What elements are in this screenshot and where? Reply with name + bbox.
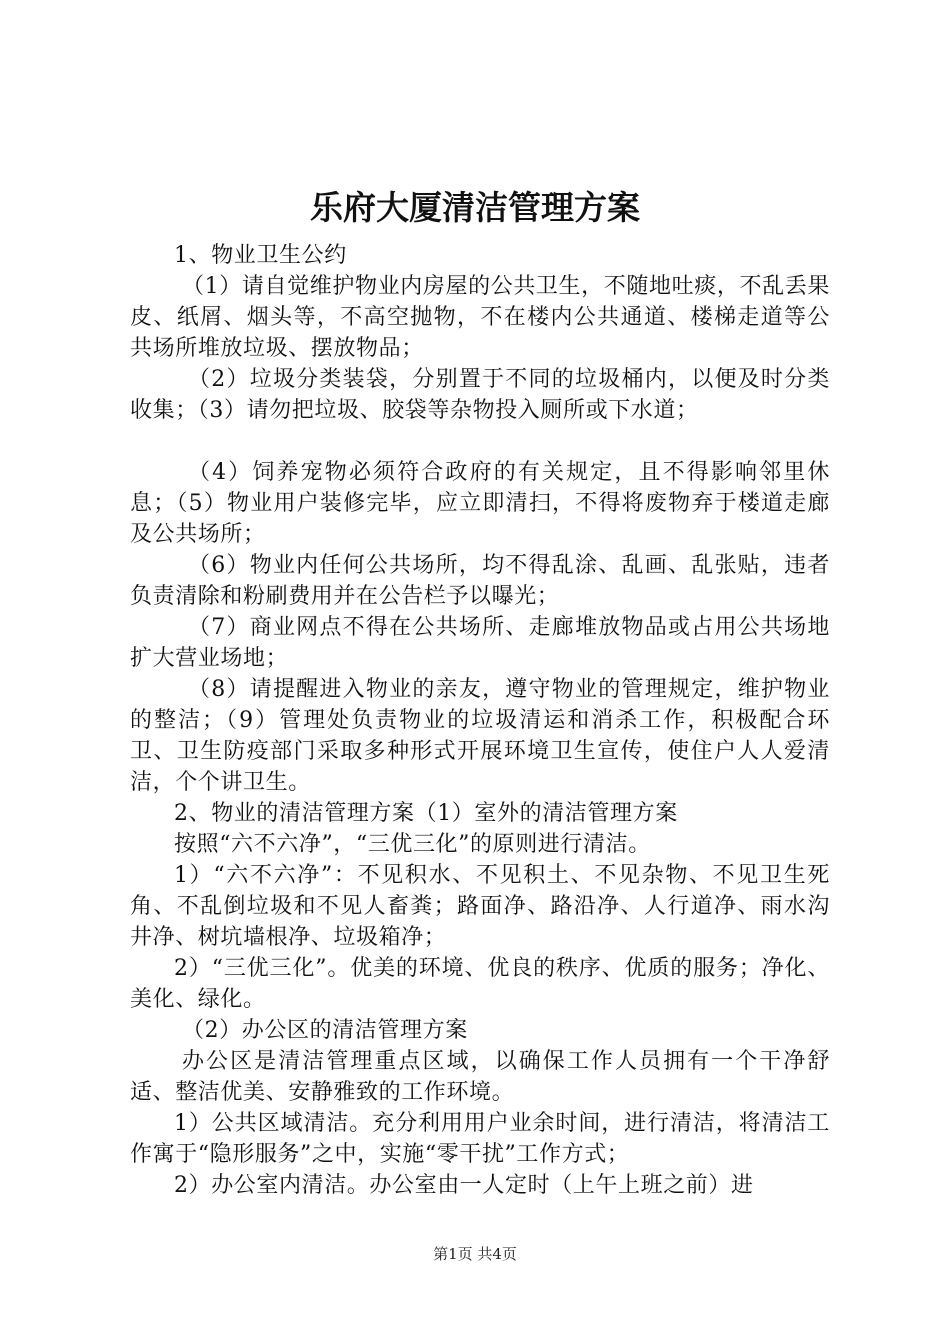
paragraph-rule-2-3: （2）垃圾分类装袋，分别置于不同的垃圾桶内，以便及时分类收集；（3）请勿把垃圾、胶袋等杂物投入厕所或下水道； (130, 367, 830, 423)
paragraph-rule-7: （7）商业网点不得在公共场所、走廊堆放物品或占用公共场地扩大营业场地； (130, 615, 830, 671)
page-title: 乐府大厦清洁管理方案 (310, 188, 640, 227)
paragraph-principle: 按照“六不六净”，“三优三化”的原则进行清洁。 (174, 832, 651, 857)
paragraph-office-intro: 办公区是清洁管理重点区域，以确保工作人员拥有一个干净舒适、整洁优美、安静雅致的工作环境。 (130, 1049, 830, 1105)
subsection-heading-office: （2）办公区的清洁管理方案 (182, 1018, 468, 1043)
section-heading-2: 2、物业的清洁管理方案（1）室外的清洁管理方案 (174, 801, 678, 826)
paragraph-public-area: 1）公共区域清洁。充分利用用户业余时间，进行清洁，将清洁工作寓于“隐形服务”之中，实施“零干扰”工作方式； (130, 1111, 830, 1167)
paragraph-rule-8-9: （8）请提醒进入物业的亲友，遵守物业的管理规定，维护物业的整洁；（9）管理处负责物业的垃圾清运和消杀工作，积极配合环卫、卫生防疫部门采取多种形式开展环境卫生宣传，使住户人人爱清洁，个个讲卫生。 (130, 677, 830, 795)
document-body (130, 240, 830, 1201)
paragraph-office-room: 2）办公室内清洁。办公室由一人定时（上午上班之前）进 (174, 1173, 754, 1198)
paragraph-six-no-six-clean: 1）“六不六净”：不见积水、不见积土、不见杂物、不见卫生死角、不乱倒垃圾和不见人畜粪；路面净、路沿净、人行道净、雨水沟井净、树坑墙根净、垃圾箱净； (130, 863, 830, 950)
page-footer: 第1页 共4页 (433, 1245, 517, 1263)
paragraph-three-excellent: 2）“三优三化”。优美的环境、优良的秩序、优质的服务；净化、美化、绿化。 (130, 956, 830, 1012)
paragraph-rule-4-5: （4）饲养宠物必须符合政府的有关规定，且不得影响邻里休息；（5）物业用户装修完毕，应立即清扫，不得将废物弃于楼道走廊及公共场所； (130, 460, 830, 547)
paragraph-rule-6: （6）物业内任何公共场所，均不得乱涂、乱画、乱张贴，违者负责清除和粉刷费用并在公告栏予以曝光； (130, 553, 830, 609)
paragraph-rule-1: （1）请自觉维护物业内房屋的公共卫生，不随地吐痰，不乱丢果皮、纸屑、烟头等，不高空抛物，不在楼内公共通道、楼梯走道等公共场所堆放垃圾、摆放物品； (130, 274, 830, 361)
section-heading-1: 1、物业卫生公约 (174, 243, 347, 268)
